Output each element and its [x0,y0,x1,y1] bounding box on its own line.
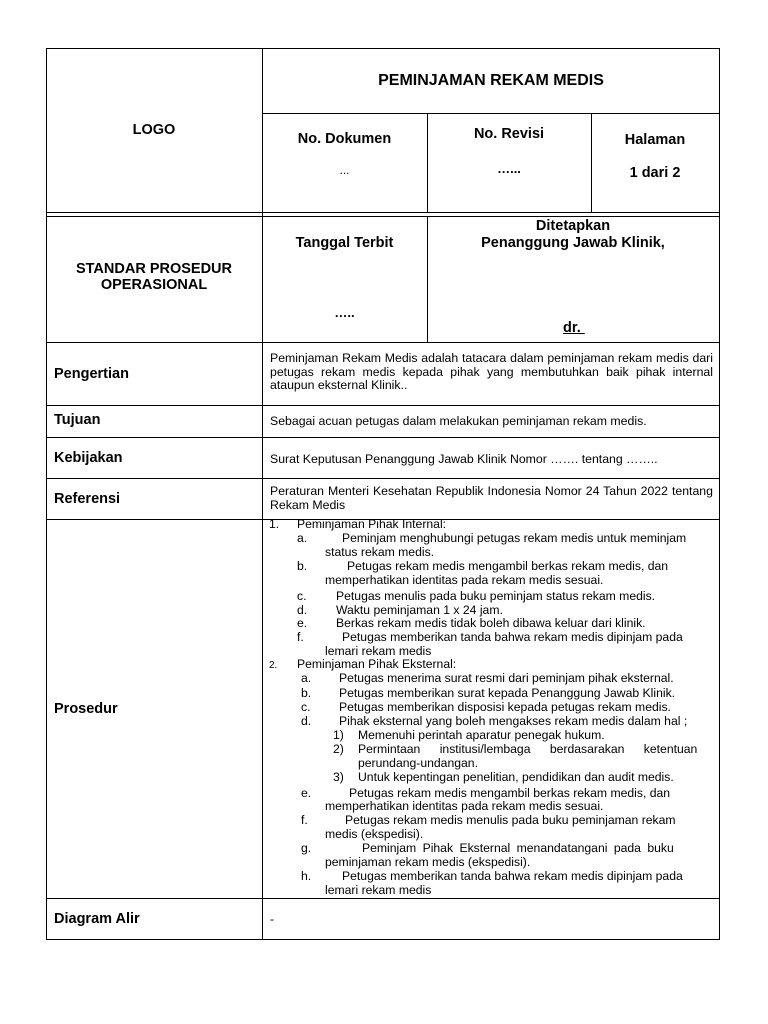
row-rule-1 [46,342,720,343]
penanggung-jawab-label: Penanggung Jawab Klinik, [481,235,665,251]
referensi-label: Referensi [54,491,121,507]
list-item: medis (ekspedisi). [325,827,424,841]
list-item-label: b. [301,686,312,700]
list-item: peminjaman rekam medis (ekspedisi). [325,855,531,869]
table-border-right [719,48,720,940]
list-item: Petugas memberikan tanda bahwa rekam medis dipinjam pada [342,630,683,644]
table-column-divider [262,48,263,940]
signatory-dr: dr. [563,320,585,336]
prosedur-group-1-title: Peminjaman Pihak Internal: [297,517,447,531]
table-border-bottom [46,939,720,940]
list-item: Peminjam Pihak Eksternal menandatangani pada buku [362,841,674,855]
pengertian-label: Pengertian [54,366,129,382]
row-rule-3 [46,437,720,438]
diagram-alir-label: Diagram Alir [54,911,140,927]
list-item: memperhatikan identitas pada rekam medis sesuai. [325,573,604,587]
list-item: lemari rekam medis [325,644,432,658]
sop-title [46,261,262,293]
tujuan-text: Sebagai acuan petugas dalam melakukan peminjaman rekam medis. [270,414,647,428]
tanggal-terbit-value: ….. [334,305,355,320]
list-item: Memenuhi perintah aparatur penegak hukum. [358,728,605,742]
list-item-label: c. [297,589,307,603]
logo-placeholder: LOGO [132,122,176,138]
sop-title-line1: STANDAR PROSEDUR [75,261,233,277]
halaman-value: 1 dari 2 [629,165,681,181]
no-dokumen-label: No. Dokumen [297,131,392,147]
double-rule-a [46,212,720,213]
no-dokumen-value: ... [339,163,350,177]
list-item: Permintaan institusi/lembaga berdasarakan ketentuan [358,742,698,756]
list-item: perundang-undangan. [358,756,478,770]
tujuan-label: Tujuan [54,412,101,428]
list-item: lemari rekam medis [325,883,432,897]
list-item-label: 1) [333,728,344,742]
list-item-label: g. [301,841,312,855]
halaman-label: Halaman [624,132,686,148]
list-item: Berkas rekam medis tidak boleh dibawa keluar dari klinik. [336,616,646,630]
title-rule [262,113,720,114]
pengertian-text: Peminjaman Rekam Medis adalah tatacara dalam peminjaman rekam medis dari petugas rekam medis kepada pihak yang membutuhkan baik pihak internal ataupun eksternal Klinik.. [270,351,713,392]
diagram-alir-text: - [270,912,275,926]
prosedur-group-2-number: 2. [269,660,278,671]
prosedur-label: Prosedur [54,701,118,717]
list-item-label: 3) [333,770,344,784]
list-item-label: f. [297,630,304,644]
referensi-text: Peraturan Menteri Kesehatan Republik Indonesia Nomor 24 Tahun 2022 tentang Rekam Medis [270,484,713,512]
list-item-label: e. [301,786,312,800]
list-item: Untuk kepentingan penelitian, pendidikan dan audit medis. [358,770,674,784]
kebijakan-text: Surat Keputusan Penanggung Jawab Klinik Nomor ……. tentang …….. [270,452,658,466]
list-item: status rekam medis. [325,545,435,559]
row-rule-6 [46,898,720,899]
list-item-label: b. [297,559,308,573]
list-item: Peminjam menghubungi petugas rekam medis untuk meminjam [342,531,687,545]
list-item-label: e. [297,616,308,630]
header-divider-2 [591,113,592,213]
list-item: Petugas memberikan disposisi kepada petugas rekam medis. [339,700,671,714]
list-item-label: a. [301,671,312,685]
list-item: Petugas memberikan surat kepada Penanggung Jawab Klinik. [339,686,676,700]
tanggal-terbit-label: Tanggal Terbit [295,235,394,251]
prosedur-group-2-title: Peminjaman Pihak Eksternal: [297,657,457,671]
list-item: Waktu peminjaman 1 x 24 jam. [336,603,503,617]
document-title: PEMINJAMAN REKAM MEDIS [378,72,604,89]
prosedur-group-1-number: 1. [269,517,280,531]
list-item: Pihak eksternal yang boleh mengakses rekam medis dalam hal ; [339,714,688,728]
no-revisi-label: No. Revisi [473,126,545,142]
table-border-top [46,48,720,49]
list-item: Petugas rekam medis menulis pada buku peminjaman rekam [345,813,676,827]
double-rule-b [46,216,720,217]
list-item: Petugas memberikan tanda bahwa rekam medis dipinjam pada [342,869,683,883]
row-rule-4 [46,478,720,479]
list-item: Petugas menulis pada buku peminjam status rekam medis. [336,589,656,603]
list-item-label: a. [297,531,308,545]
ditetapkan-label: Ditetapkan [535,218,611,234]
no-revisi-value: …... [497,161,521,176]
list-item-label: d. [301,714,312,728]
list-item-label: 2) [333,742,344,756]
list-item-label: h. [301,869,312,883]
list-item: memperhatikan identitas pada rekam medis sesuai. [325,799,604,813]
list-item: Petugas rekam medis mengambil berkas rekam medis, dan [349,786,671,800]
list-item: Petugas rekam medis mengambil berkas rekam medis, dan [347,559,669,573]
sop-title-line2: OPERASIONAL [100,277,208,293]
row-rule-2 [46,405,720,406]
list-item: Petugas menerima surat resmi dari peminjam pihak eksternal. [339,671,674,685]
list-item-label: d. [297,603,308,617]
list-item-label: c. [301,700,311,714]
kebijakan-label: Kebijakan [54,450,123,466]
table-border-left [46,48,47,940]
list-item-label: f. [301,813,308,827]
